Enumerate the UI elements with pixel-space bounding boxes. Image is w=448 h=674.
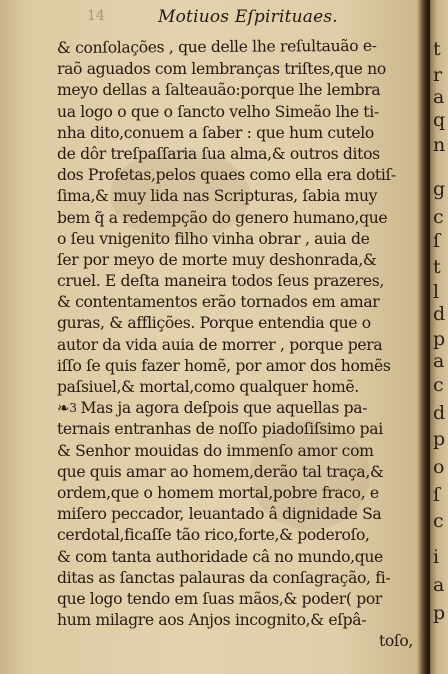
text-line: o ſeu vnigenito filho vinha obrar , auia de [57,229,370,248]
text-line: raõ aguados com lembranças triſtes,que no [57,60,386,79]
text-line: guras, & afflições. Porque entendia que o [57,314,371,333]
text-line: paſsiuel,& mortal,como qualquer homẽ. [57,378,359,396]
text-line: ſima,& muy lida nas Scripturas, ſabia muy [57,187,378,206]
facing-page-edge [430,0,448,674]
text-line: iſſo ſe quis fazer homẽ, por amor dos homẽs [57,356,391,375]
facing-page-letter: i [433,546,440,568]
text-line: que quis amar ao homem,derão tal traça,& [57,462,384,481]
body-text [57,38,419,652]
facing-page-letter: n [433,134,446,156]
book-gutter [418,0,430,674]
facing-page-letter: p [433,428,446,450]
text-line: ua logo o que o ſancto velho Simeão lhe ti- [57,102,379,121]
text-line: ternais entranhas de noſſo piadoſiſsimo pai [57,420,383,439]
facing-page-letter: c [433,510,444,532]
facing-page-letter: r [433,64,443,86]
text-line: ſer por meyo de morte muy deshonrada,& [57,250,377,269]
paragraph-mark-icon: ❧ [57,399,70,418]
text-line: dos Profetas,pelos quaes como ella era dotiſ- [57,166,396,185]
text-line: cruel. E deſta maneira todos ſeus prazeres, [57,272,385,291]
text-line: que logo tendo em ſuas mãos,& poder( por [57,589,382,608]
text-line: bem q̃ a redempção do genero humano,que [57,208,388,227]
page-number: 14 [87,8,105,24]
facing-page-letter: o [433,456,445,478]
facing-page-letter: t [433,38,441,60]
text-line: Mas ja agora deſpois que aquellas pa- [80,399,368,418]
facing-page-letter: a [433,350,445,372]
facing-page-letter: p [433,328,446,350]
facing-page-letter: a [433,574,445,596]
paragraph-start-line [57,398,419,419]
text-line: autor da vida auia de morrer , porque pera [57,335,383,354]
text-line: toſo, [378,632,413,651]
facing-page-letter: t [433,256,441,278]
facing-page-letter: d [433,402,446,424]
text-line: & contentamentos erão tornados em amar [57,293,380,312]
facing-page-letter: ſ [433,484,441,506]
text-line: miſero peccador, leuantado â dignidade Sa [57,505,382,524]
running-head: Motiuos Eſpirituaes. [158,7,338,27]
paragraph-number: 3 [69,401,77,416]
facing-page-letter: l [433,281,440,303]
text-line: & com tanta authoridade câ no mundo,que [57,547,383,566]
text-line: de dôr treſpaſſaria ſua alma,& outros ditos [57,144,380,163]
facing-page-letter: c [433,374,444,396]
facing-page-letter: p [433,602,446,624]
facing-page-letter: c [433,206,444,228]
text-line: ordem,que o homem mortal,pobre fraco, e [57,483,379,502]
facing-page-letter: g [433,178,446,200]
facing-page-letter: a [433,86,445,108]
text-line: & Senhor mouidas do immenſo amor com [57,441,374,460]
text-line: & conſolações , que delle lhe reſultauão e- [56,36,377,57]
text-line: nha dito,conuem a ſaber : que hum cutelo [57,123,374,142]
text-line: cerdotal,ficaſſe tão rico,forte,& poderoſo, [57,526,370,545]
text-line: hum milagre aos Anjos incognito,& eſpâ- [57,611,367,630]
facing-page-letter: d [433,303,446,325]
text-line: ditas as ſanctas palauras da conſagração, fi- [57,568,391,587]
text-line: meyo dellas a ſalteauão:porque lhe lembra [57,81,381,100]
facing-page-letter: ſ [433,230,441,252]
facing-page-letter: q [433,109,446,131]
